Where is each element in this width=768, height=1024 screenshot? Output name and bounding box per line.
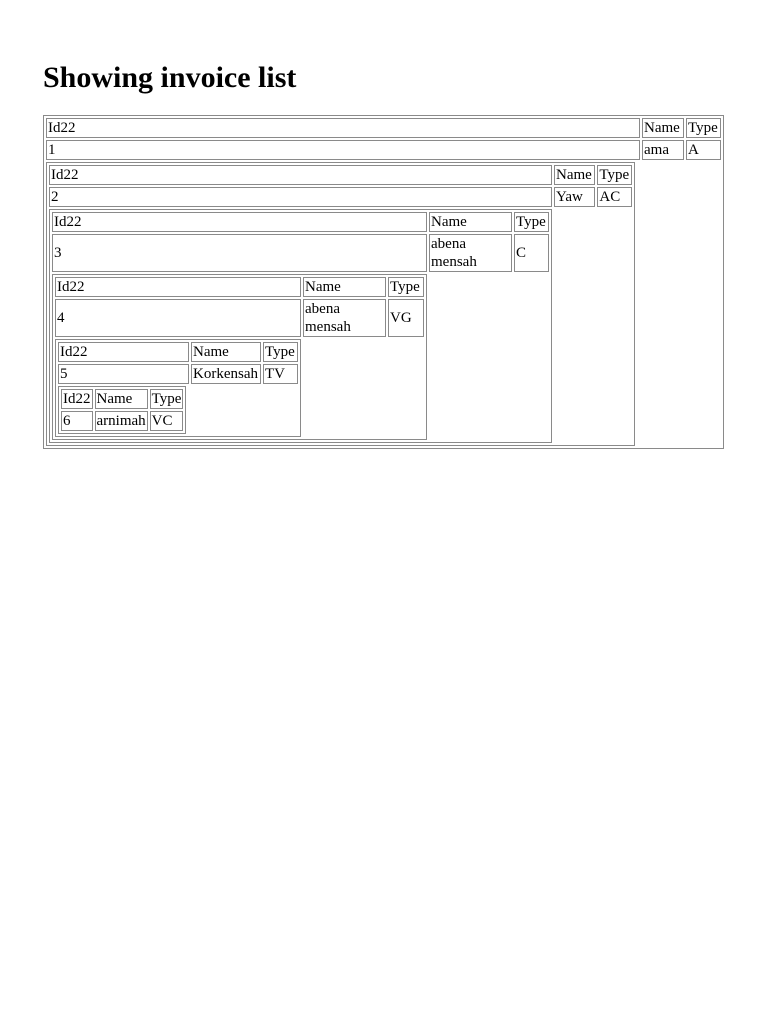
header-name: Name [554, 165, 595, 185]
header-type: Type [686, 118, 721, 138]
cell-name: ama [642, 140, 684, 160]
table-header-row [49, 165, 632, 185]
header-id: Id22 [46, 118, 640, 138]
cell-type: C [514, 234, 549, 272]
table-header-row [55, 277, 424, 297]
table-row [46, 140, 721, 160]
cell-name: abena mensah [303, 299, 386, 337]
header-name: Name [95, 389, 148, 409]
invoice-table-1 [43, 115, 724, 449]
header-id: Id22 [63, 391, 91, 407]
invoice-table-4 [52, 274, 427, 440]
cell-id: 2 [49, 187, 552, 207]
cell-id: 1 [46, 140, 640, 160]
table-row [55, 299, 424, 337]
cell-type: TV [263, 364, 298, 384]
cell-id: 4 [55, 299, 301, 337]
header-id: Id22 [52, 212, 427, 232]
cell-id: 6 [61, 411, 93, 431]
header-name: Name [429, 212, 512, 232]
nested-container [52, 274, 427, 440]
header-type: Type [388, 277, 424, 297]
invoice-table-5 [55, 339, 301, 437]
cell-name: abena mensah [429, 234, 512, 272]
table-header-row [58, 342, 298, 362]
header-name: Name [642, 118, 684, 138]
header-id: Id22 [49, 165, 552, 185]
cell-id: 3 [52, 234, 427, 272]
page-title: Showing invoice list [43, 61, 297, 94]
nested-container [55, 339, 301, 437]
table-row [52, 234, 549, 272]
table-row [58, 364, 298, 384]
header-type: Type [263, 342, 298, 362]
cell-id: 5 [58, 364, 189, 384]
cell-type: VC [150, 411, 184, 431]
table-row [49, 187, 632, 207]
header-type: Type [151, 391, 182, 407]
invoice-table-6 [58, 386, 186, 434]
table-row [61, 411, 183, 431]
header-name: Name [191, 342, 261, 362]
table-header-row [61, 389, 183, 409]
cell-name: Korkensah [191, 364, 261, 384]
cell-type: A [686, 140, 721, 160]
table-header-row [52, 212, 549, 232]
cell-name: Yaw [554, 187, 595, 207]
invoice-table-3 [49, 209, 552, 443]
header-type: Type [597, 165, 632, 185]
invoice-table-2 [46, 162, 635, 446]
cell-type: VG [388, 299, 424, 337]
nested-container [58, 386, 189, 434]
cell-type: AC [597, 187, 632, 207]
header-type: Type [514, 212, 549, 232]
header-id: Id22 [58, 342, 189, 362]
header-id: Id22 [55, 277, 301, 297]
header-name: Name [303, 277, 386, 297]
nested-container [46, 162, 640, 446]
nested-container [49, 209, 552, 443]
cell-name: arnimah [96, 413, 146, 429]
invoice-list [43, 115, 724, 449]
table-header-row [46, 118, 721, 138]
